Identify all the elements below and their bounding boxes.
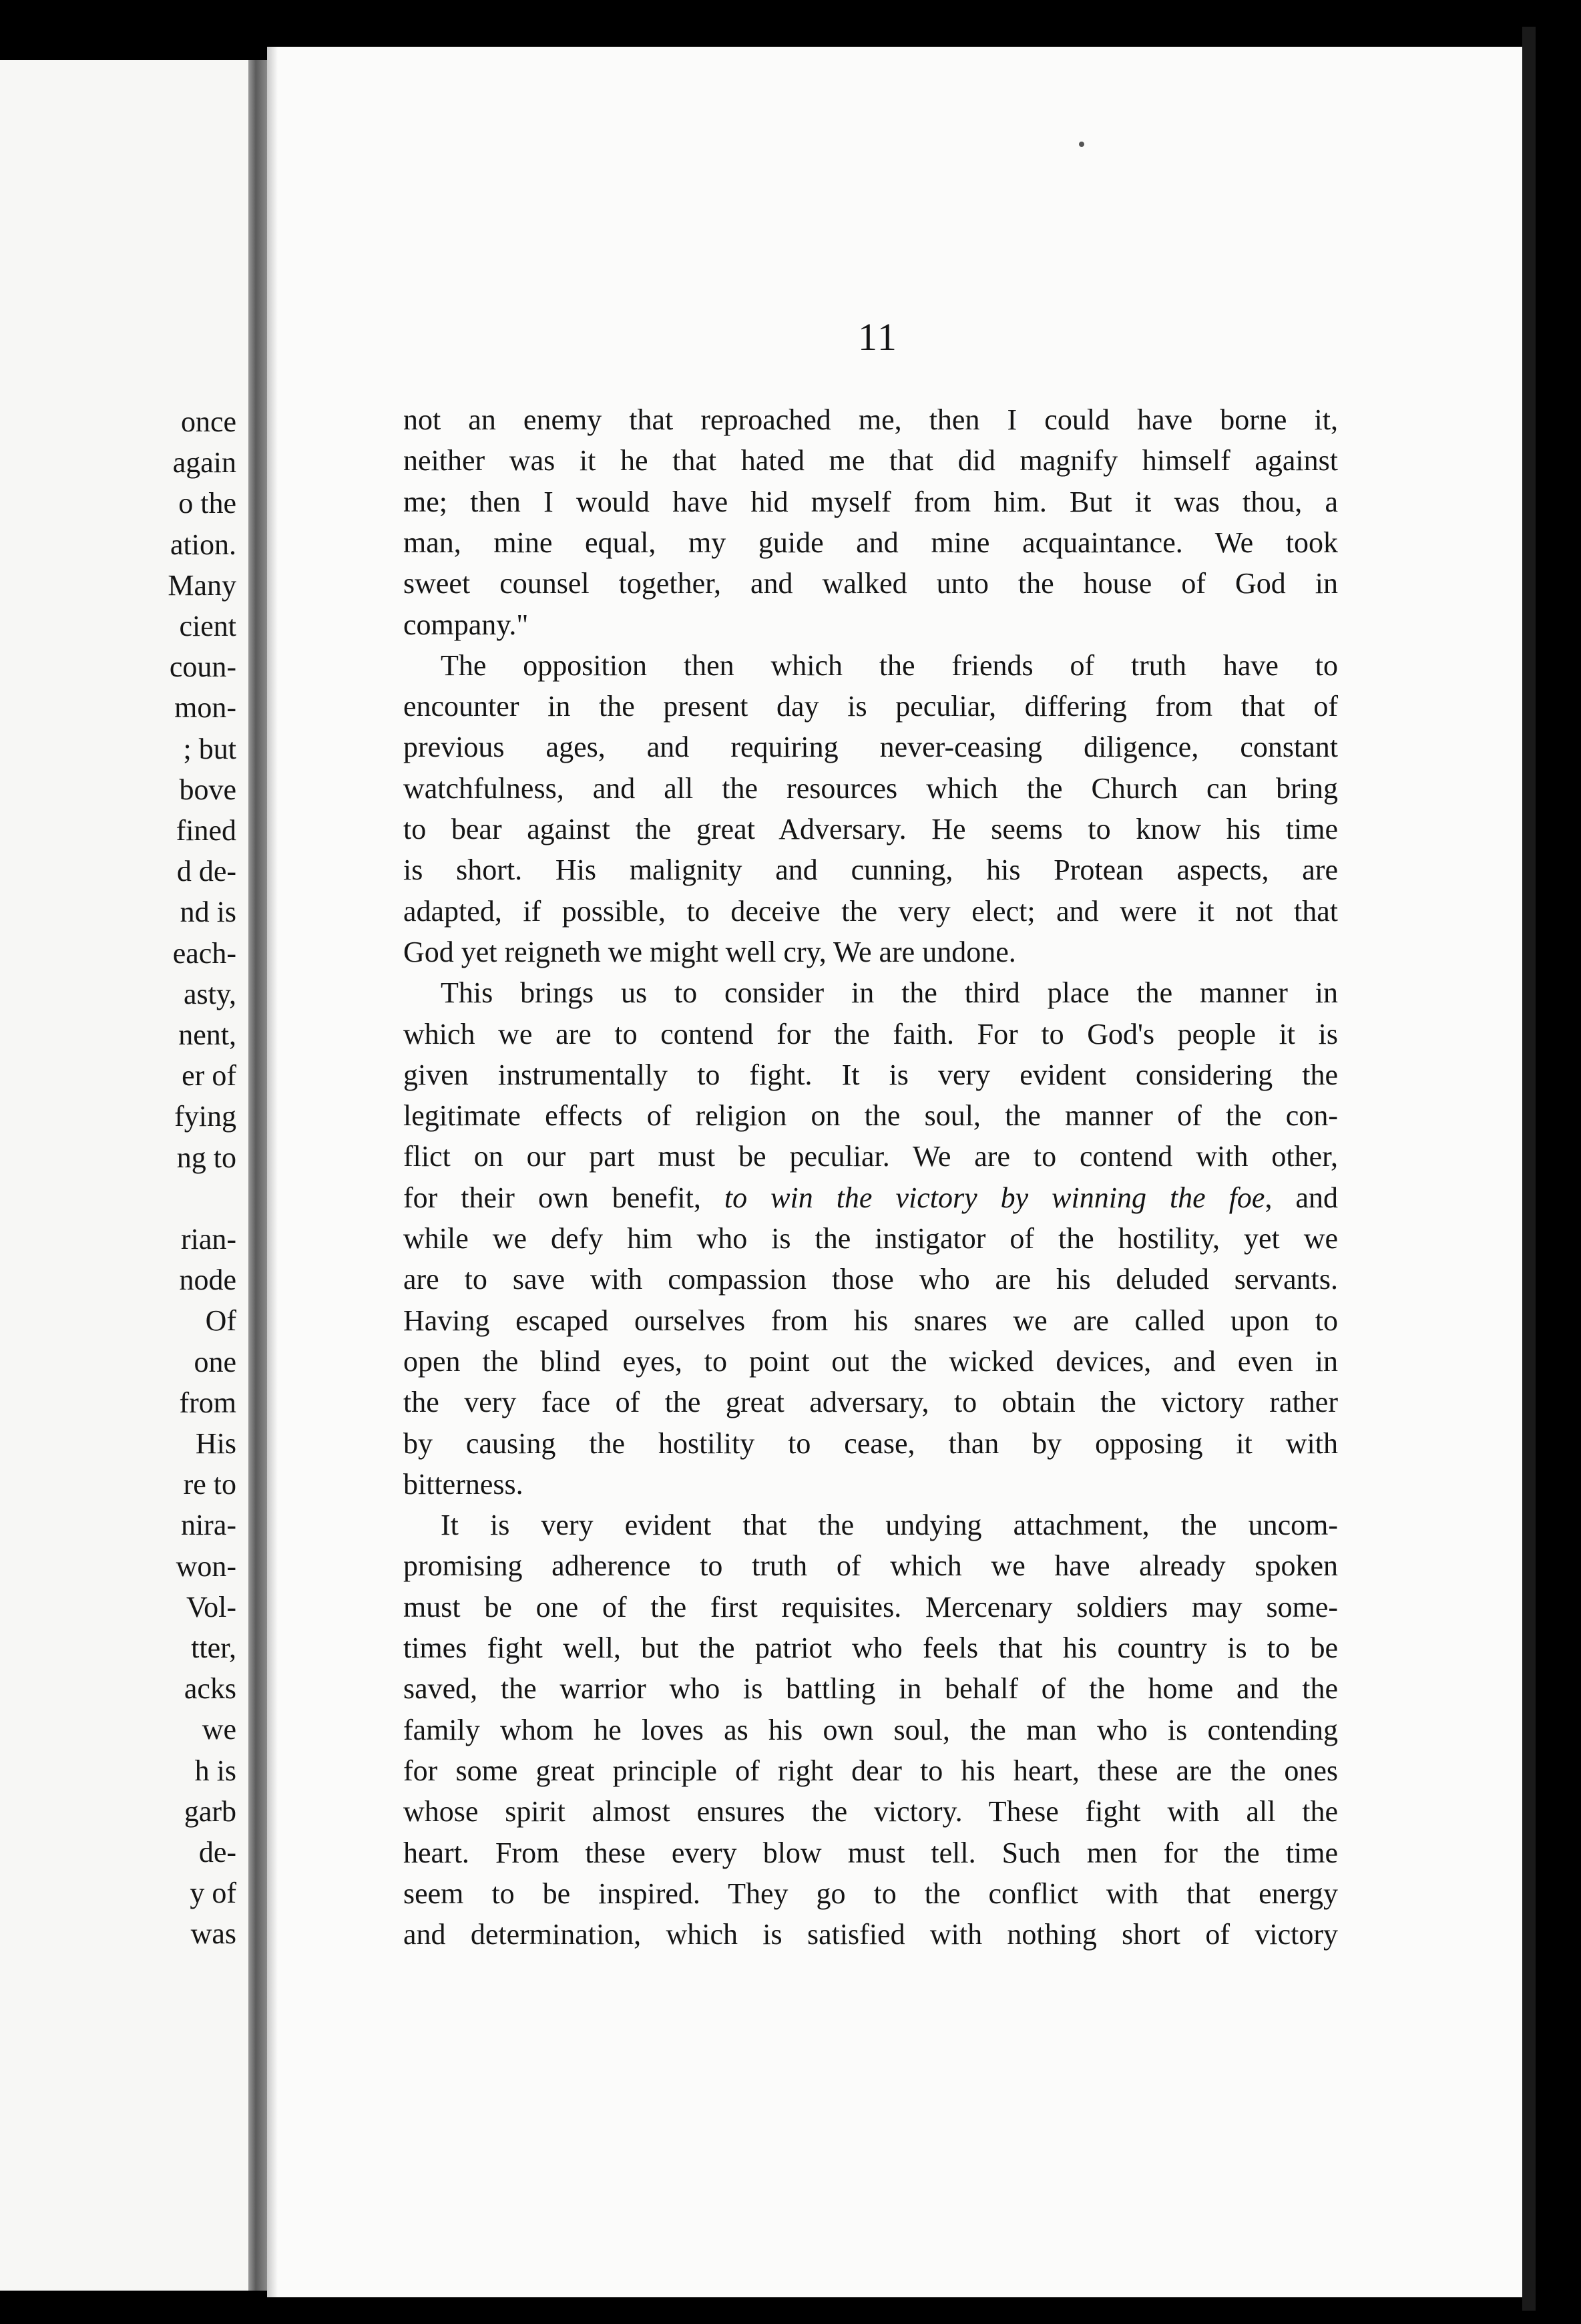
text-line: saved, the warrior who is battling in behalf of the home and the — [403, 1672, 1338, 1706]
text-line: while we defy him who is the instigator of the hostility, yet we — [403, 1222, 1338, 1255]
left-page-fragment: y of — [190, 1877, 236, 1910]
left-page-fragment: er of — [182, 1059, 236, 1093]
ink-speck — [1079, 142, 1084, 147]
left-page-fragment: tter, — [191, 1631, 236, 1664]
text-line: for their own benefit, to win the victory by winning the foe, and — [403, 1181, 1339, 1214]
gutter-shadow — [267, 47, 278, 2297]
text-line: This brings us to consider in the third place the manner in — [441, 976, 1338, 1010]
left-page-fragment: again — [172, 446, 236, 479]
text-line: God yet reigneth we might well cry, We are undone. — [403, 935, 1016, 968]
text-line: family whom he loves as his own soul, the man who is contending — [403, 1713, 1338, 1746]
left-page-fragment: nd is — [180, 896, 236, 929]
left-page-fragment: ation. — [170, 528, 236, 561]
text-line: encounter in the present day is peculiar, differing from that of — [403, 690, 1338, 723]
left-page-fragment: won- — [176, 1549, 236, 1583]
text-line: me; then I would have hid myself from him. But it was thou, a — [403, 485, 1338, 518]
left-page-fragment: rian- — [180, 1223, 236, 1255]
left-page-fragment: mon- — [174, 691, 236, 725]
text-line: to bear against the great Adversary. He seems to know his time — [403, 813, 1338, 845]
left-page-fragment: de- — [198, 1836, 236, 1869]
text-line: The opposition then which the friends of truth have to — [441, 648, 1338, 682]
left-page-fragment: from — [179, 1386, 236, 1419]
text-line: are to save with compassion those who are his deluded servants. — [403, 1263, 1338, 1296]
left-page-fragment: Many — [168, 568, 236, 602]
book-gutter — [248, 60, 267, 2291]
left-page-fragment: His — [195, 1427, 236, 1460]
left-page-fragment: re to — [183, 1468, 236, 1501]
text-line: given instrumentally to fight. It is very evident considering the — [403, 1058, 1338, 1091]
italic-phrase: to win the victory by winning the foe — [724, 1181, 1265, 1214]
left-page-fragment: Vol- — [186, 1590, 236, 1623]
left-page-fragment: coun- — [169, 650, 236, 684]
left-page-fragment: one — [194, 1345, 236, 1378]
left-page-fragment: d de- — [176, 855, 236, 888]
page-number: 11 — [858, 315, 898, 359]
text-line: heart. From these every blow must tell. Such men for the time — [403, 1836, 1338, 1869]
text-line: bitterness. — [403, 1467, 523, 1501]
text-line: must be one of the first requisites. Mercenary soldiers may some- — [403, 1590, 1338, 1623]
text-line: It is very evident that the undying attachment, the uncom- — [441, 1509, 1338, 1542]
left-page — [0, 60, 248, 2291]
left-page-fragment: nira- — [180, 1509, 236, 1542]
text-line: previous ages, and requiring never-ceasing diligence, constant — [403, 731, 1338, 764]
text-line: neither was it he that hated me that did magnify himself against — [403, 444, 1338, 477]
left-page-fragment: fying — [174, 1100, 236, 1133]
left-page-fragment: nent, — [178, 1018, 236, 1051]
text-line: is short. His malignity and cunning, his Protean aspects, are — [403, 853, 1338, 887]
left-page-fragment: node — [179, 1264, 236, 1297]
text-line: sweet counsel together, and walked unto the house of God in — [403, 567, 1338, 600]
left-page-fragment: we — [202, 1713, 236, 1746]
left-page-fragment: acks — [184, 1672, 236, 1706]
text-line: company." — [403, 608, 529, 641]
text-line: flict on our part must be peculiar. We are to contend with other, — [403, 1140, 1338, 1173]
text-line: seem to be inspired. They go to the conflict with that energy — [403, 1877, 1338, 1910]
text-line: which we are to contend for the faith. For to God's people it is — [403, 1017, 1338, 1050]
left-page-fragment: fined — [176, 814, 236, 847]
left-page-fragment: h is — [194, 1754, 236, 1787]
left-page-fragment: was — [190, 1917, 236, 1951]
text-line: whose spirit almost ensures the victory. These fight with all the — [403, 1795, 1338, 1828]
text-line: man, mine equal, my guide and mine acquaintance. We took — [403, 526, 1338, 559]
left-page-fragment: each- — [172, 936, 236, 970]
text-line: times fight well, but the patriot who feels that his country is to be — [403, 1631, 1338, 1664]
left-page-fragment: garb — [184, 1794, 236, 1828]
text-line: by causing the hostility to cease, than by opposing it with — [403, 1426, 1338, 1460]
left-page-fragment: ng to — [176, 1141, 236, 1174]
left-page-fragment: bove — [179, 773, 236, 806]
text-line: not an enemy that reproached me, then I could have borne it, — [403, 403, 1338, 436]
text-line: for some great principle of right dear to his heart, these are the ones — [403, 1754, 1338, 1787]
text-line: Having escaped ourselves from his snares we are called upon to — [403, 1304, 1338, 1337]
left-page-fragment: cient — [179, 610, 236, 642]
text-line: promising adherence to truth of which we have already spoken — [403, 1549, 1338, 1583]
text-line: the very face of the great adversary, to obtain the victory rather — [403, 1386, 1338, 1419]
text-line: and determination, which is satisfied with nothing short of victory — [403, 1918, 1338, 1951]
text-line: watchfulness, and all the resources which the Church can bring — [403, 771, 1338, 805]
text-line: open the blind eyes, to point out the wicked devices, and even in — [403, 1344, 1338, 1378]
text-line: adapted, if possible, to deceive the very elect; and were it not that — [403, 894, 1338, 928]
page-edge-shadow — [1522, 27, 1536, 2311]
left-page-fragment: o the — [178, 487, 236, 520]
left-page-fragment: Of — [205, 1304, 236, 1338]
left-page-fragment: ; but — [183, 732, 236, 765]
text-line: legitimate effects of religion on the soul, the manner of the con- — [403, 1099, 1338, 1133]
left-page-fragment: asty, — [183, 977, 236, 1010]
left-page-fragment: once — [180, 405, 236, 438]
